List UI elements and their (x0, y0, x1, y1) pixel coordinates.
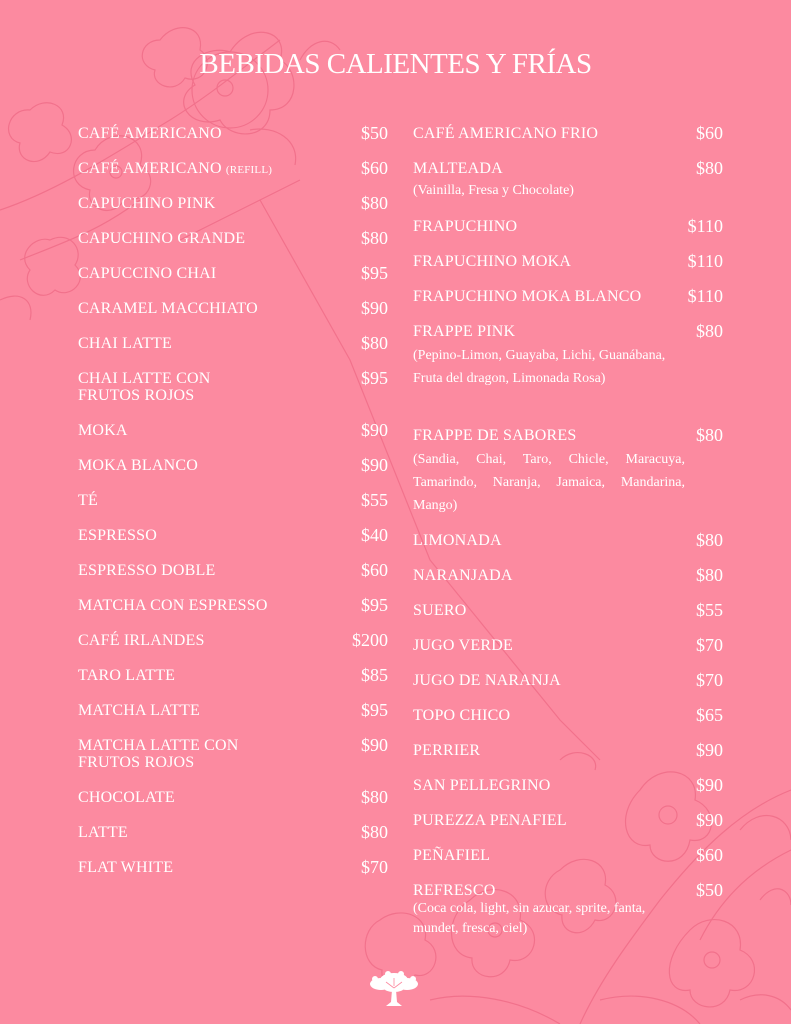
item-price: $50 (361, 123, 388, 143)
item-price: $80 (361, 822, 388, 842)
item-name: MOKA (78, 422, 128, 439)
item-price: $70 (696, 670, 723, 690)
item-name: FRAPUCHINO MOKA BLANCO (413, 288, 642, 305)
item-name: CHOCOLATE (78, 789, 175, 806)
item-name: FRAPUCHINO (413, 218, 518, 235)
item-name: JUGO DE NARANJA (413, 672, 561, 689)
item-name: CARAMEL MACCHIATO (78, 300, 258, 317)
item-name: ESPRESSO DOBLE (78, 562, 216, 579)
item-price: $90 (696, 775, 723, 795)
item-price: $65 (696, 705, 723, 725)
item-name: TOPO CHICO (413, 707, 511, 724)
menu-item (413, 812, 723, 847)
item-name: FRAPPE PINK (413, 323, 516, 340)
item-price: $40 (361, 525, 388, 545)
item-name: LATTE (78, 824, 128, 841)
menu-item (78, 789, 388, 824)
menu-item (78, 195, 388, 230)
item-name: MOKA BLANCO (78, 457, 198, 474)
item-name: MATCHA CON ESPRESSO (78, 597, 268, 614)
menu-item (413, 427, 723, 532)
menu-item (413, 777, 723, 812)
tree-logo-icon (368, 968, 420, 1008)
item-price: $90 (361, 420, 388, 440)
menu-item (413, 847, 723, 882)
item-price: $200 (352, 630, 388, 650)
item-price: $90 (361, 735, 388, 755)
menu-item (78, 824, 388, 859)
menu-item (78, 562, 388, 597)
item-name (78, 160, 272, 179)
item-price: $80 (361, 787, 388, 807)
menu-item (78, 859, 388, 894)
item-name: FRAPUCHINO MOKA (413, 253, 572, 270)
item-price: $85 (361, 665, 388, 685)
menu-item (78, 737, 388, 789)
item-price: $80 (361, 228, 388, 248)
menu-column-right (413, 125, 723, 939)
menu-item (78, 492, 388, 527)
menu-item (78, 300, 388, 335)
item-name: CAFÉ AMERICANO FRIO (413, 125, 599, 142)
item-price: $90 (361, 298, 388, 318)
item-name: CAFÉ AMERICANO (78, 125, 222, 142)
item-description: (Coca cola, light, sin azucar, sprite, fanta, mundet, fresca, ciel) (413, 901, 646, 936)
item-price: $60 (361, 560, 388, 580)
menu-item (78, 422, 388, 457)
item-description: (Pepino-Limon, Guayaba, Lichi, Guanábana, Fruta del dragon, Limonada Rosa) (413, 348, 666, 386)
item-name: CHAI LATTE CON FRUTOS ROJOS (78, 370, 211, 404)
item-name: SUERO (413, 602, 467, 619)
item-name: ESPRESSO (78, 527, 157, 544)
item-price: $110 (687, 286, 723, 306)
item-description: (Vainilla, Fresa y Chocolate) (413, 183, 574, 198)
item-price: $80 (696, 565, 723, 585)
item-price: $70 (696, 635, 723, 655)
menu-item (413, 882, 723, 939)
item-price: $90 (696, 740, 723, 760)
item-name: LIMONADA (413, 532, 502, 549)
menu-item (413, 707, 723, 742)
menu-item (78, 125, 388, 160)
menu-item (413, 532, 723, 567)
item-description: (Sandia, Chai, Taro, Chicle, Maracuya, Tamarindo, Naranja, Jamaica, Mandarina, Mango) (413, 452, 685, 513)
item-name: CHAI LATTE (78, 335, 172, 352)
item-name: CAPUCHINO GRANDE (78, 230, 246, 247)
item-price: $90 (696, 810, 723, 830)
item-name: CAPUCCINO CHAI (78, 265, 217, 282)
item-name: PEÑAFIEL (413, 847, 491, 864)
item-name: TÉ (78, 492, 98, 509)
menu-item (78, 370, 388, 422)
item-price: $60 (696, 845, 723, 865)
item-name: PUREZZA PENAFIEL (413, 812, 567, 829)
menu-item (78, 160, 388, 195)
menu-item (413, 602, 723, 637)
item-price: $80 (361, 193, 388, 213)
menu-item (78, 632, 388, 667)
item-name: REFRESCO (413, 882, 496, 899)
menu-item (78, 230, 388, 265)
item-price: $55 (696, 600, 723, 620)
item-price: $110 (687, 251, 723, 271)
menu-item (78, 702, 388, 737)
menu-item (413, 160, 723, 218)
item-name: TARO LATTE (78, 667, 176, 684)
item-price: $70 (361, 857, 388, 877)
menu-item (413, 567, 723, 602)
item-price: $80 (361, 333, 388, 353)
item-name: SAN PELLEGRINO (413, 777, 551, 794)
item-price: $95 (361, 263, 388, 283)
item-price: $95 (361, 700, 388, 720)
item-price: $80 (696, 158, 723, 178)
menu-item (413, 672, 723, 707)
menu-item (78, 457, 388, 492)
item-name: CAPUCHINO PINK (78, 195, 216, 212)
menu-item (413, 742, 723, 777)
item-name: MALTEADA (413, 160, 503, 177)
item-price: $50 (696, 880, 723, 900)
menu-item (78, 265, 388, 300)
item-price: $95 (361, 595, 388, 615)
item-name-text: CAFÉ AMERICANO (78, 160, 222, 177)
item-price: $80 (696, 321, 723, 341)
item-name: FRAPPE DE SABORES (413, 427, 577, 444)
page-title: BEBIDAS CALIENTES Y FRÍAS (199, 48, 592, 80)
item-price: $95 (361, 368, 388, 388)
item-name: PERRIER (413, 742, 481, 759)
item-price: $60 (696, 123, 723, 143)
item-name: JUGO VERDE (413, 637, 513, 654)
item-price: $110 (687, 216, 723, 236)
menu-item (78, 527, 388, 562)
item-price: $80 (696, 530, 723, 550)
menu-item (413, 288, 723, 323)
item-price: $60 (361, 158, 388, 178)
menu-item (413, 253, 723, 288)
item-price: $90 (361, 455, 388, 475)
menu-item (78, 667, 388, 702)
item-name: CAFÉ IRLANDES (78, 632, 205, 649)
menu-item (413, 637, 723, 672)
menu-item (78, 335, 388, 370)
item-name: MATCHA LATTE (78, 702, 200, 719)
menu-item (413, 125, 723, 160)
item-name: NARANJADA (413, 567, 513, 584)
menu-item (413, 323, 723, 427)
menu-item (78, 597, 388, 632)
item-price: $80 (696, 425, 723, 445)
item-name: MATCHA LATTE CON FRUTOS ROJOS (78, 737, 239, 771)
item-name: FLAT WHITE (78, 859, 174, 876)
item-price: $55 (361, 490, 388, 510)
menu-column-left (78, 125, 388, 894)
menu-item (413, 218, 723, 253)
item-note: (REFILL) (225, 164, 273, 176)
